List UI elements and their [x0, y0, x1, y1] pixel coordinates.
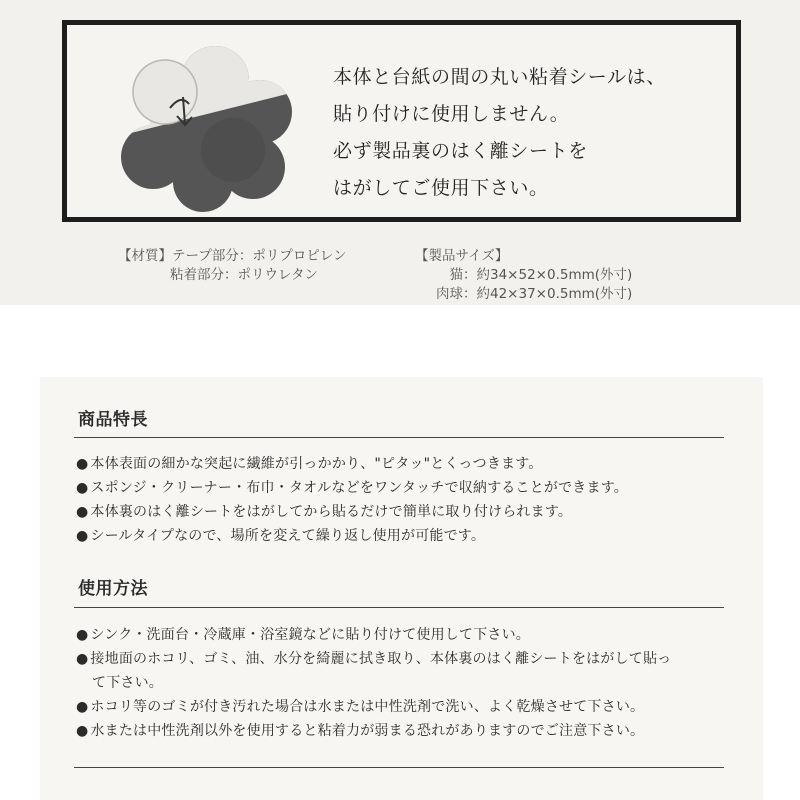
bullet-icon: ● [76, 627, 89, 643]
bullet-icon: ● [76, 504, 89, 520]
list-item [76, 695, 756, 719]
usage-title: 使用方法 [78, 579, 148, 599]
material-part: テープ部分 [172, 248, 239, 264]
size-spec [415, 247, 632, 304]
material-spec [118, 247, 347, 285]
notice-line: 本体と台紙の間の丸い粘着シールは、 [333, 66, 666, 88]
bullet-icon: ● [76, 480, 89, 496]
material-label: 【材質】 [118, 248, 172, 264]
size-value: 約42×37×0.5mm(外寸) [476, 286, 633, 302]
paw-sticker-illustration [115, 42, 295, 212]
notice-line: 貼り付けに使用しません。 [333, 103, 570, 125]
list-item [76, 452, 756, 476]
usage-list [76, 623, 756, 743]
list-item [76, 500, 756, 524]
list-item-continuation: て下さい。 [92, 675, 163, 691]
bullet-icon: ● [76, 651, 89, 667]
usage-text: シンク・洗面台・冷蔵庫・浴室鏡などに貼り付けて使用して下さい。 [90, 627, 530, 643]
size-name: 猫 [449, 267, 463, 283]
list-item [76, 476, 756, 500]
product-info-panel [40, 377, 763, 800]
material-part: 粘着部分 [170, 267, 224, 283]
colon: ： [238, 248, 253, 264]
notice-box [62, 20, 741, 222]
list-item [76, 719, 756, 743]
colon: ： [463, 267, 477, 283]
feature-text: 本体裏のはく離シートをはがしてから貼るだけで簡単に取り付けられます。 [90, 504, 573, 520]
notice-line: はがしてご使用下さい。 [333, 177, 549, 199]
feature-text: 本体表面の細かな突起に繊維が引っかかり、"ピタッ"とくっつきます。 [90, 456, 543, 472]
size-label: 【製品サイズ】 [415, 248, 509, 264]
divider [74, 437, 724, 438]
notice-line: 必ず製品裏のはく離シートを [333, 140, 588, 162]
feature-text: シールタイプなので、場所を変えて繰り返し使用が可能です。 [90, 528, 486, 544]
bullet-icon: ● [76, 723, 89, 739]
list-item [76, 647, 756, 671]
list-item [76, 524, 756, 548]
usage-text: ホコリ等のゴミが付き汚れた場合は水または中性洗剤で洗い、よく乾燥させて下さい。 [90, 699, 645, 715]
features-list [76, 452, 756, 548]
size-value: 約34×52×0.5mm(外寸) [476, 267, 633, 283]
features-title: 商品特長 [78, 410, 148, 430]
instruction-panel [0, 0, 800, 305]
material-value: ポリウレタン [237, 267, 318, 283]
usage-text: 水または中性洗剤以外を使用すると粘着力が弱まる恐れがありますのでご注意下さい。 [90, 723, 645, 739]
colon: ： [224, 267, 238, 283]
list-item [76, 623, 756, 647]
size-name: 肉球 [436, 286, 463, 302]
bullet-icon: ● [76, 456, 89, 472]
colon: ： [463, 286, 477, 302]
material-value: ポリプロピレン [252, 248, 347, 264]
bullet-icon: ● [76, 528, 89, 544]
feature-text: スポンジ・クリーナー・布巾・タオルなどをワンタッチで収納することができます。 [90, 480, 628, 496]
divider [74, 607, 724, 608]
divider [74, 767, 724, 768]
bullet-icon: ● [76, 699, 89, 715]
usage-text: 接地面のホコリ、ゴミ、油、水分を綺麗に拭き取り、本体裏のはく離シートをはがして貼っ [90, 651, 672, 667]
notice-text [333, 59, 666, 207]
